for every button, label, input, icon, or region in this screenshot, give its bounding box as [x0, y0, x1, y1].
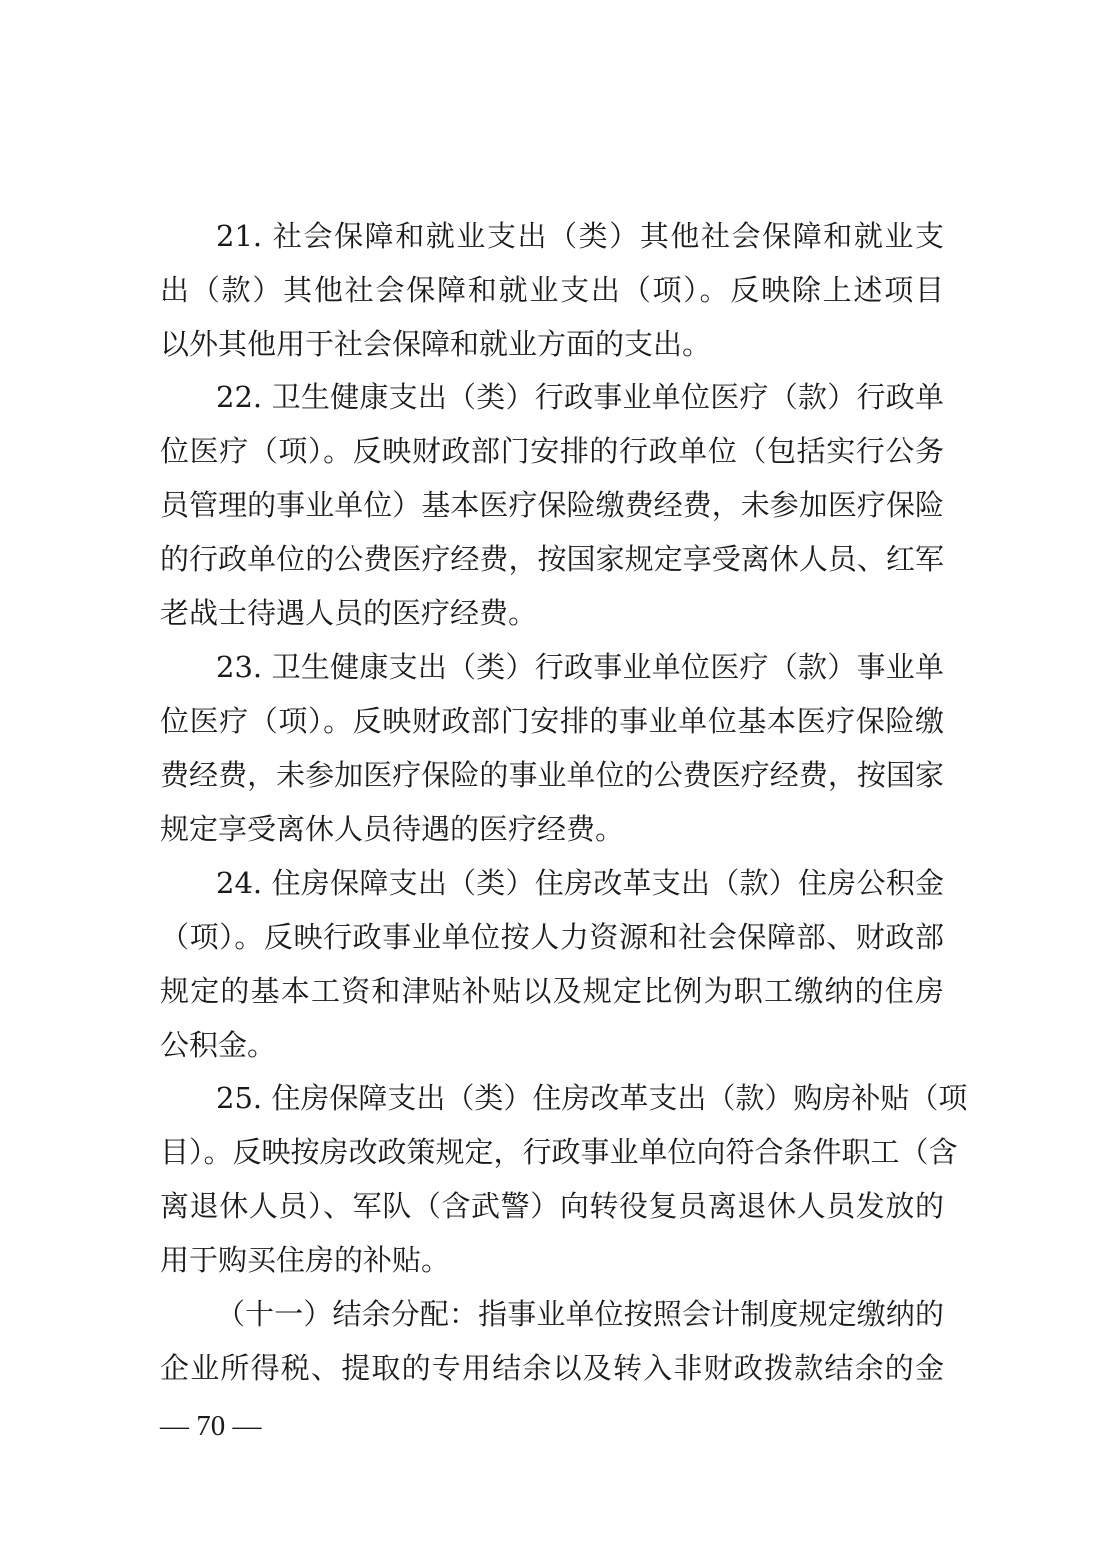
- paragraph-line: 公积金。: [160, 1028, 277, 1062]
- paragraph-line: 25. 住房保障支出（类）住房改革支出（款）购房补贴（项: [216, 1081, 968, 1115]
- paragraph-line: 规定的基本工资和津贴补贴以及规定比例为职工缴纳的住房: [160, 974, 944, 1008]
- paragraph-line: 离退休人员）、军队（含武警）向转役复员离退休人员发放的: [160, 1189, 944, 1223]
- paragraph-line: 规定享受离休人员待遇的医疗经费。: [160, 812, 625, 846]
- paragraph-line: 以外其他用于社会保障和就业方面的支出。: [160, 327, 712, 361]
- paragraph-line: 23. 卫生健康支出（类）行政事业单位医疗（款）事业单: [216, 650, 944, 684]
- paragraph-line: 位医疗（项）。反映财政部门安排的事业单位基本医疗保险缴: [160, 704, 944, 738]
- paragraph-line: 22. 卫生健康支出（类）行政事业单位医疗（款）行政单: [216, 380, 944, 414]
- paragraph-line: 员管理的事业单位）基本医疗保险缴费经费，未参加医疗保险: [160, 488, 944, 522]
- paragraph-line: 出（款）其他社会保障和就业支出（项）。反映除上述项目: [160, 273, 944, 307]
- paragraph-line: 位医疗（项）。反映财政部门安排的行政单位（包括实行公务: [160, 434, 944, 468]
- paragraph-line: （十一）结余分配：指事业单位按照会计制度规定缴纳的: [216, 1297, 944, 1331]
- paragraph-line: 24. 住房保障支出（类）住房改革支出（款）住房公积金: [216, 866, 944, 900]
- paragraph-line: 目）。反映按房改政策规定，行政事业单位向符合条件职工（含: [160, 1135, 958, 1169]
- paragraph-line: 用于购买住房的补贴。: [160, 1243, 451, 1277]
- paragraph-line: 费经费，未参加医疗保险的事业单位的公费医疗经费，按国家: [160, 758, 944, 792]
- paragraph-line: 企业所得税、提取的专用结余以及转入非财政拨款结余的金: [160, 1351, 944, 1385]
- paragraph-line: 21. 社会保障和就业支出（类）其他社会保障和就业支: [216, 219, 944, 253]
- paragraph-line: 老战士待遇人员的医疗经费。: [160, 596, 538, 630]
- paragraph-line: （项）。反映行政事业单位按人力资源和社会保障部、财政部: [160, 920, 944, 954]
- page-number: — 70 —: [160, 1410, 262, 1442]
- paragraph-line: 的行政单位的公费医疗经费，按国家规定享受离休人员、红军: [160, 542, 944, 576]
